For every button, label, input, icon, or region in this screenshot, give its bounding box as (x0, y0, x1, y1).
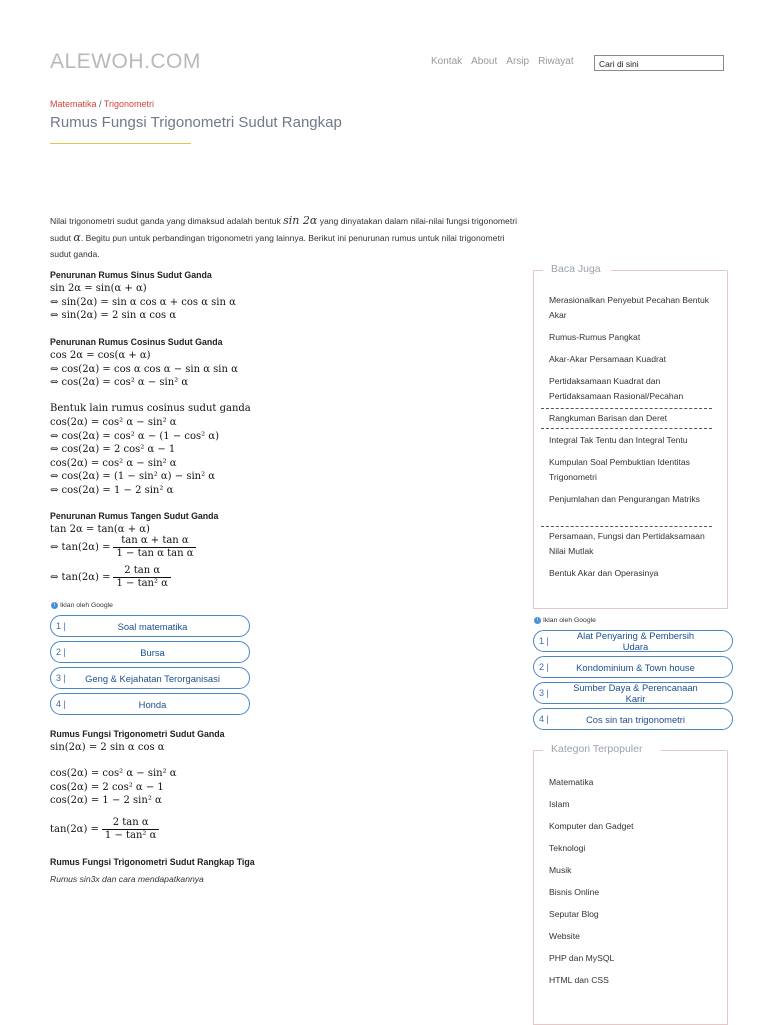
frac-lhs: tan(2α) = (50, 824, 99, 835)
summary-tan (50, 817, 159, 842)
equation-line: cos(2α) = 1 − 2 sin² α (50, 795, 162, 807)
tan-section-title: Penurunan Rumus Tangen Sudut Ganda (50, 511, 219, 521)
ad-text: Sumber Daya & Perencanaan Karir (573, 682, 698, 704)
ads-label-text: Iklan oleh Google (543, 617, 596, 624)
cos-equations (50, 349, 238, 390)
top-nav (431, 56, 574, 67)
search-input[interactable]: Cari di sini (594, 55, 724, 71)
ad-link-2[interactable] (50, 641, 250, 663)
summary-cos (50, 767, 177, 808)
kategori-item[interactable]: Matematika (549, 777, 594, 787)
equation-line: sin 2α = sin(α + α) (50, 283, 147, 294)
baca-juga-title: Baca Juga (547, 263, 605, 275)
page-title: Rumus Fungsi Trigonometri Sudut Rangkap (50, 114, 342, 131)
sin-section-title: Penurunan Rumus Sinus Sudut Ganda (50, 270, 212, 280)
frac-lhs: ⇔ tan(2α) = (50, 572, 111, 583)
breadcrumb-separator: / (96, 99, 104, 109)
ad-text: Honda (138, 698, 167, 710)
rft-section-title: Rumus Fungsi Trigonometri Sudut Ganda (50, 729, 225, 739)
kategori-item[interactable]: Islam (549, 799, 570, 809)
cos-alt-equations (50, 416, 219, 498)
site-logo[interactable]: ALEWOH.COM (50, 50, 201, 73)
equation-line: ⇔ cos(2α) = 1 − 2 sin² α (50, 484, 174, 496)
baca-juga-item[interactable]: Persamaan, Fungsi dan Pertidaksamaan Nilai Mutlak (549, 531, 705, 556)
baca-juga-item[interactable]: Merasionalkan Penyebut Pecahan Bentuk Akar (549, 295, 710, 320)
breadcrumb-matematika[interactable]: Matematika (50, 99, 97, 109)
nav-about[interactable]: About (471, 56, 498, 67)
ads-label-right[interactable] (534, 617, 596, 624)
nav-riwayat[interactable]: Riwayat (538, 56, 574, 67)
equation-line: ⇔ cos(2α) = 2 cos² α − 1 (50, 444, 176, 456)
tan-equation-1: tan 2α = tan(α + α) (50, 524, 150, 535)
ads-label-left[interactable] (51, 602, 113, 609)
ad-text: Bursa (140, 646, 165, 658)
ad-number: 4 | (539, 714, 549, 724)
ad-number: 1 | (539, 636, 549, 646)
ad-number: 1 | (56, 621, 66, 631)
kategori-item[interactable]: Bisnis Online (549, 887, 600, 897)
equation-line: cos(2α) = cos² α − sin² α (50, 417, 177, 428)
intro-paragraph (50, 213, 520, 263)
kategori-item[interactable]: Musik (549, 865, 572, 875)
ad-text: Soal matematika (117, 620, 188, 632)
ad-link-6[interactable] (533, 656, 733, 678)
ad-link-4[interactable] (50, 693, 250, 715)
nav-arsip[interactable]: Arsip (506, 56, 530, 67)
fraction (102, 817, 159, 842)
tan-fraction-1 (50, 535, 196, 560)
ad-link-5[interactable] (533, 630, 733, 652)
divider (541, 408, 712, 409)
intro-math-2: α (73, 230, 81, 244)
divider (541, 428, 712, 429)
ad-number: 3 | (56, 673, 66, 683)
equation-line: ⇔ cos(2α) = cos² α − (1 − cos² α) (50, 430, 219, 442)
divider (541, 526, 712, 527)
ad-text: Cos sin tan trigonometri (585, 713, 685, 725)
equation-line: cos(2α) = cos² α − sin² α (50, 768, 177, 779)
kategori-item[interactable]: Website (549, 931, 580, 941)
cos-alt-title: Bentuk lain rumus cosinus sudut ganda (50, 403, 251, 414)
equation-line: cos(2α) = cos² α − sin² α (50, 457, 177, 469)
ad-number: 2 | (539, 662, 549, 672)
intro-text-1: Nilai trigonometri sudut ganda yang dimaksud adalah bentuk (50, 216, 281, 226)
ad-link-8[interactable] (533, 708, 733, 730)
baca-juga-item[interactable]: Rangkuman Barisan dan Deret (549, 413, 667, 423)
rft3-link[interactable]: Rumus sin3x dan cara mendapatkannya (50, 874, 204, 884)
info-icon: i (534, 617, 541, 624)
ad-number: 4 | (56, 699, 66, 709)
ads-label-text: Iklan oleh Google (60, 602, 113, 609)
baca-juga-item[interactable]: Pertidaksamaan Kuadrat dan Pertidaksamaan Rasional/Pecahan (549, 376, 684, 401)
ad-text: Geng & Kejahatan Terorganisasi (85, 672, 220, 684)
ad-text: Alat Penyaring & Pembersih Udara (576, 630, 695, 652)
baca-juga-item[interactable]: Bentuk Akar dan Operasinya (549, 568, 659, 578)
intro-text-2: yang dinyatakan dalam nilai-nilai fungsi trigonometri sudut (50, 216, 517, 243)
frac-numerator: 2 tan α (102, 817, 159, 830)
equation-line: ⇔ cos(2α) = cos α cos α − sin α sin α (50, 363, 238, 375)
ad-link-7[interactable] (533, 682, 733, 704)
baca-juga-item[interactable]: Akar-Akar Persamaan Kuadrat (549, 354, 667, 364)
ad-link-3[interactable] (50, 667, 250, 689)
frac-numerator: tan α + tan α (113, 535, 196, 548)
baca-juga-item[interactable]: Penjumlahan dan Pengurangan Matriks (549, 494, 700, 504)
ad-number: 3 | (539, 688, 549, 698)
ad-number: 2 | (56, 647, 66, 657)
equation-line: ⇔ sin(2α) = sin α cos α + cos α sin α (50, 296, 236, 308)
equation-line: ⇔ cos(2α) = cos² α − sin² α (50, 377, 189, 389)
baca-juga-item[interactable]: Integral Tak Tentu dan Integral Tentu (549, 435, 688, 445)
kategori-item[interactable]: Seputar Blog (549, 909, 599, 919)
ad-text: Kondominium & Town house (576, 661, 695, 673)
frac-denominator: 1 − tan² α (116, 578, 168, 589)
nav-kontak[interactable]: Kontak (431, 56, 463, 67)
kategori-item[interactable]: Komputer dan Gadget (549, 821, 634, 831)
frac-denominator: 1 − tan α tan α (116, 548, 194, 559)
tan-fraction-2 (50, 565, 171, 590)
kategori-item[interactable]: HTML dan CSS (549, 975, 609, 985)
sin-equations (50, 282, 236, 323)
fraction (113, 565, 170, 590)
intro-text-3: . Begitu pun untuk perbandingan trigonometri yang lainnya. Berikut ini penurunan rumus untuk nilai trigonometri sudut ganda. (50, 232, 505, 259)
equation-line: cos 2α = cos(α + α) (50, 350, 151, 361)
frac-denominator: 1 − tan² α (104, 830, 157, 841)
info-icon: i (51, 602, 58, 609)
breadcrumb-trigonometri[interactable]: Trigonometri (103, 99, 155, 109)
cos-section-title: Penurunan Rumus Cosinus Sudut Ganda (50, 337, 223, 347)
intro-math-1: sin 2α (283, 214, 318, 227)
kategori-item[interactable]: PHP dan MySQL (549, 953, 615, 963)
rft3-section-title: Rumus Fungsi Trigonometri Sudut Rangkap Tiga (50, 857, 255, 867)
breadcrumb (50, 99, 154, 109)
equation-line: ⇔ sin(2α) = 2 sin α cos α (50, 310, 177, 322)
frac-numerator: 2 tan α (113, 565, 170, 578)
kategori-item[interactable]: Teknologi (549, 843, 586, 853)
title-underline (50, 143, 191, 144)
baca-juga-item[interactable]: Kumpulan Soal Pembuktian Identitas Trigonometri (549, 457, 690, 482)
summary-sin: sin(2α) = 2 sin α cos α (50, 742, 165, 753)
frac-lhs: ⇔ tan(2α) = (50, 542, 111, 553)
equation-line: ⇔ cos(2α) = (1 − sin² α) − sin² α (50, 471, 216, 483)
fraction (113, 535, 196, 560)
baca-juga-item[interactable]: Rumus-Rumus Pangkat (549, 332, 641, 342)
equation-line: cos(2α) = 2 cos² α − 1 (50, 781, 164, 793)
ad-link-1[interactable] (50, 615, 250, 637)
kategori-title: Kategori Terpopuler (547, 743, 646, 755)
